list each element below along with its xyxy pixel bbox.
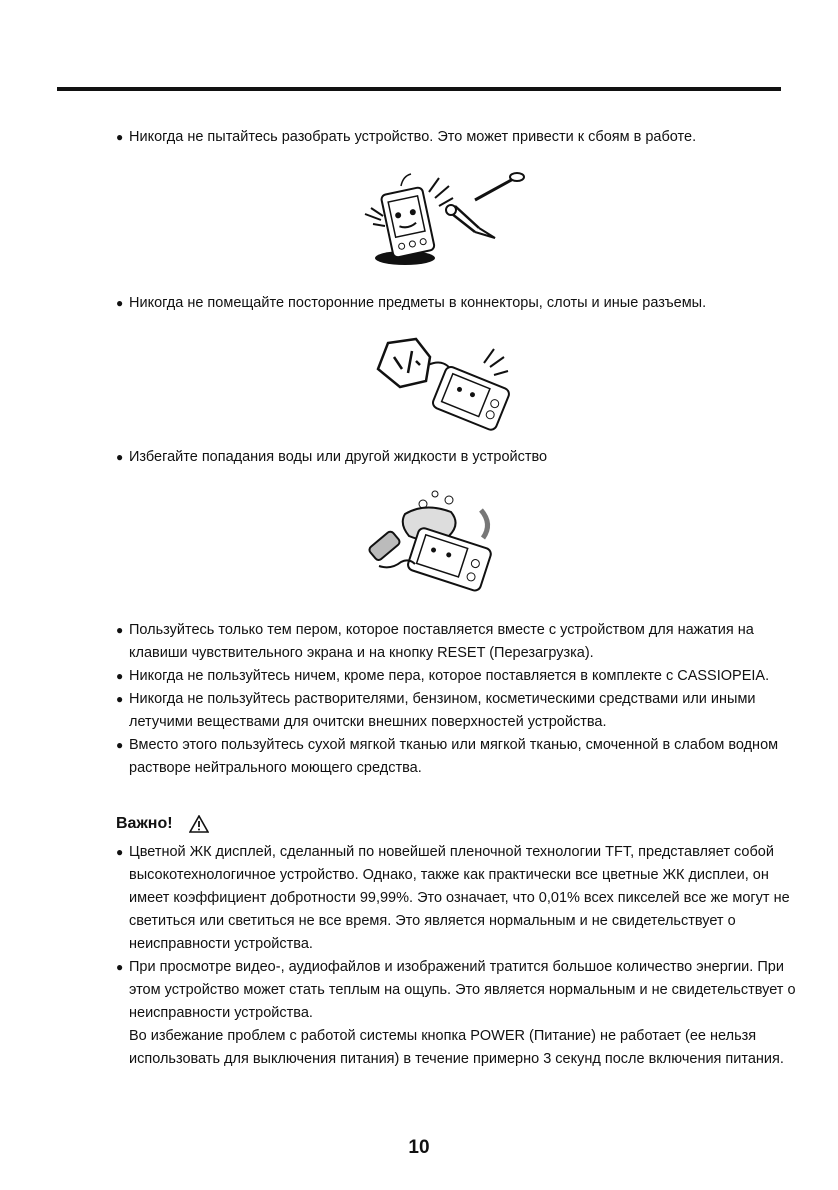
foreign-objects-illustration <box>368 335 518 435</box>
bullet-icon: ● <box>116 130 124 144</box>
bullet-icon: ● <box>116 738 124 752</box>
bullet-icon: ● <box>116 450 124 464</box>
bullet-icon: ● <box>116 669 124 683</box>
warning-disassemble <box>116 126 796 149</box>
liquid-illustration <box>365 484 505 599</box>
bullet-icon: ● <box>116 960 124 974</box>
list-item: ● Вместо этого пользуйтесь сухой мягкой тканью или мягкой тканью, смоченной в слабом водном растворе нейтрального моющего средства. <box>116 734 796 780</box>
disassemble-illustration <box>355 168 535 268</box>
list-item: ● Цветной ЖК дисплей, сделанный по новейшей пленочной технологии TFT, представляет собой высокотехнологичное устройство. Однако, также как практически все цветные ЖК дисплеи, он имеет коэффициент добротности 99,99%. Это означает, что 0,01% всех пикселей все же могут не светиться или светиться не все время. Это является нормальным и не свидетельствует о неисправности устройства. <box>116 841 796 956</box>
warning-foreign-objects <box>116 292 796 315</box>
warning-triangle-icon <box>189 815 209 833</box>
header-rule <box>57 87 781 91</box>
list-item: ● Никогда не пользуйтесь растворителями, бензином, косметическими средствами или иными летучими веществами для очитски внешних поверхностей устройства. <box>116 688 796 734</box>
pen-rules-list <box>116 619 796 780</box>
page-number: 10 <box>408 1137 430 1158</box>
bullet-icon: ● <box>116 692 124 706</box>
bullet-icon: ● <box>116 845 124 859</box>
bullet-icon: ● <box>116 296 124 310</box>
bullet-icon: ● <box>116 623 124 637</box>
list-item: ● Никогда не пользуйтесь ничем, кроме пера, которое поставляется в комплекте с CASSIOPEIA. <box>116 665 796 688</box>
list-item: ● Пользуйтесь только тем пером, которое поставляется вместе с устройством для нажатия на клавиши чувствительного экрана и на кнопку RESET (Перезагрузка). <box>116 619 796 665</box>
important-heading <box>116 815 209 833</box>
warning-disassemble-text: Никогда не пытайтесь разобрать устройство. Это может привести к сбоям в работе. <box>129 129 697 145</box>
list-item: ● При просмотре видео-, аудиофайлов и изображений тратится большое количество энергии. При этом устройство может стать теплым на ощупь. Это является нормальным и не свидетельствует о неисправности устройства. Во избежание проблем с работой системы кнопка POWER (Питание) не работает (ее нельзя использовать для выключения питания) в течение примерно 3 секунд после включения питания. <box>116 956 796 1071</box>
warning-foreign-objects-text: Никогда не помещайте посторонние предметы в коннекторы, слоты и иные разъемы. <box>129 295 707 311</box>
important-title: Важно! <box>116 815 173 832</box>
warning-liquids <box>116 446 796 469</box>
warning-liquids-text: Избегайте попадания воды или другой жидкости в устройство <box>129 449 548 465</box>
important-list <box>116 841 796 1071</box>
